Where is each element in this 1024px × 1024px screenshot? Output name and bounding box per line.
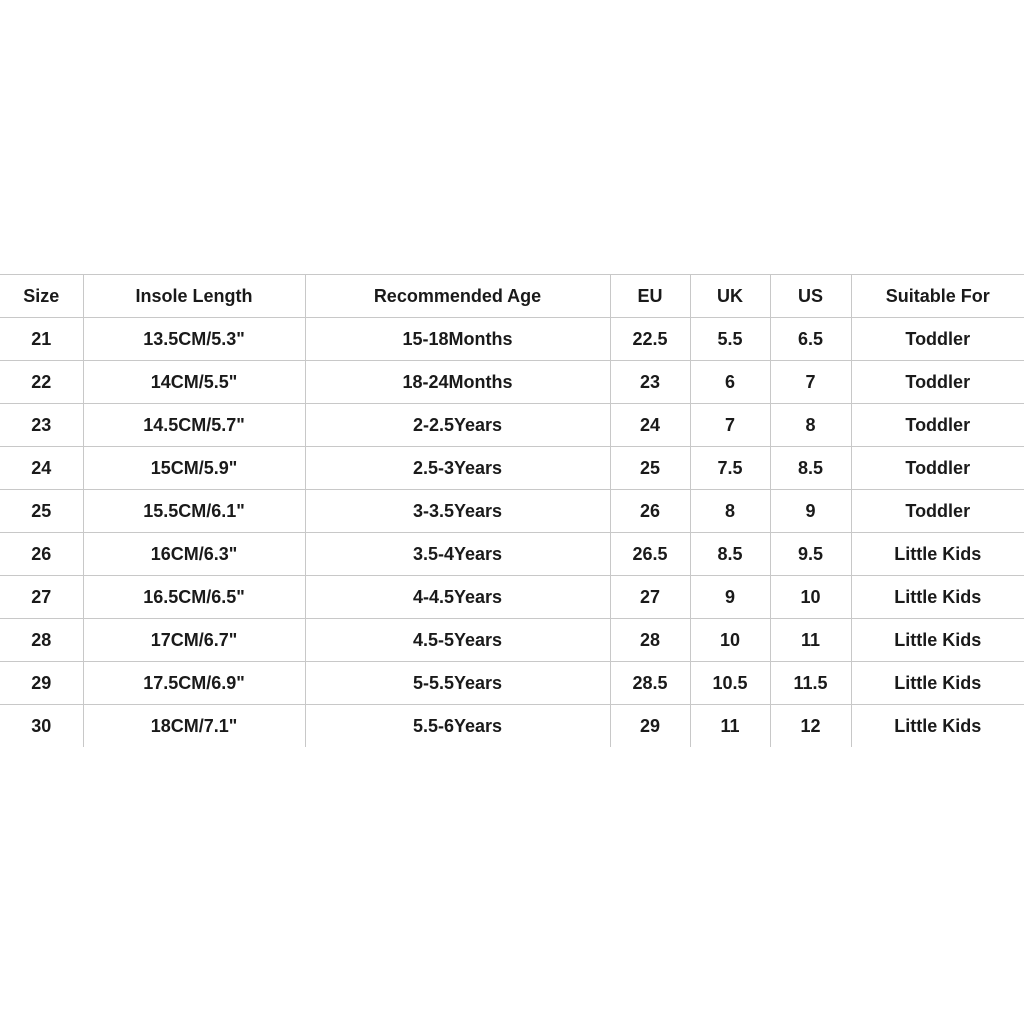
cell-uk: 7 (690, 404, 770, 447)
cell-us: 8.5 (770, 447, 851, 490)
cell-suitable-for: Little Kids (851, 619, 1024, 662)
cell-us: 7 (770, 361, 851, 404)
header-eu: EU (610, 275, 690, 318)
cell-insole-length: 17.5CM/6.9" (83, 662, 305, 705)
cell-eu: 28 (610, 619, 690, 662)
cell-recommended-age: 4-4.5Years (305, 576, 610, 619)
size-chart-table (0, 274, 1024, 747)
cell-eu: 24 (610, 404, 690, 447)
cell-eu: 27 (610, 576, 690, 619)
cell-uk: 10 (690, 619, 770, 662)
table-row (0, 662, 1024, 705)
cell-eu: 26.5 (610, 533, 690, 576)
header-insole-length: Insole Length (83, 275, 305, 318)
cell-size: 25 (0, 490, 83, 533)
table-row (0, 447, 1024, 490)
cell-suitable-for: Toddler (851, 361, 1024, 404)
cell-size: 28 (0, 619, 83, 662)
cell-suitable-for: Toddler (851, 404, 1024, 447)
cell-suitable-for: Little Kids (894, 715, 982, 736)
cell-insole-length: 13.5CM/5.3" (83, 318, 305, 361)
cell-eu: 28.5 (610, 662, 690, 705)
cell-insole-length: 14.5CM/5.7" (83, 404, 305, 447)
cell-recommended-age: 3-3.5Years (305, 490, 610, 533)
cell-recommended-age: 2.5-3Years (305, 447, 610, 490)
cell-suitable-for: Little Kids (851, 533, 1024, 576)
cell-us: 8 (770, 404, 851, 447)
cell-uk: 7.5 (690, 447, 770, 490)
cell-insole-length: 15CM/5.9" (83, 447, 305, 490)
header-size: Size (0, 275, 83, 318)
cell-recommended-age: 5.5-6Years (305, 705, 610, 748)
cell-eu: 23 (610, 361, 690, 404)
cell-size: 24 (0, 447, 83, 490)
cell-recommended-age: 15-18Months (305, 318, 610, 361)
cell-recommended-age: 4.5-5Years (305, 619, 610, 662)
cell-us: 10 (770, 576, 851, 619)
cell-eu: 29 (610, 705, 690, 748)
header-row (0, 275, 1024, 318)
header-suitable-for: Suitable For (851, 275, 1024, 318)
table-row (0, 533, 1024, 576)
cell-eu: 26 (610, 490, 690, 533)
header-uk: UK (690, 275, 770, 318)
cell-us: 9 (770, 490, 851, 533)
cell-uk: 5.5 (690, 318, 770, 361)
size-chart-body (0, 318, 1024, 748)
table-row (0, 576, 1024, 619)
cell-suitable-for: Toddler (851, 447, 1024, 490)
cell-size: 23 (0, 404, 83, 447)
cell-recommended-age: 2-2.5Years (305, 404, 610, 447)
table-row (0, 705, 1024, 748)
cell-insole-length: 15.5CM/6.1" (83, 490, 305, 533)
cell-uk: 8.5 (690, 533, 770, 576)
cell-size: 21 (0, 318, 83, 361)
cell-us: 11.5 (770, 662, 851, 705)
cell-size: 22 (0, 361, 83, 404)
cell-suitable-for: Toddler (851, 490, 1024, 533)
cell-eu: 22.5 (610, 318, 690, 361)
header-recommended-age: Recommended Age (305, 275, 610, 318)
cell-recommended-age: 3.5-4Years (305, 533, 610, 576)
table-row (0, 490, 1024, 533)
cell-suitable-for: Toddler (851, 318, 1024, 361)
cell-recommended-age: 5-5.5Years (305, 662, 610, 705)
header-us: US (770, 275, 851, 318)
cell-insole-length: 14CM/5.5" (83, 361, 305, 404)
cell-eu: 25 (610, 447, 690, 490)
cell-uk: 9 (690, 576, 770, 619)
cell-insole-length: 17CM/6.7" (83, 619, 305, 662)
cell-suitable-for: Little Kids (851, 576, 1024, 619)
cell-size: 27 (0, 576, 83, 619)
cell-uk: 8 (690, 490, 770, 533)
cell-insole-length: 16CM/6.3" (83, 533, 305, 576)
table-row (0, 361, 1024, 404)
cell-size: 29 (0, 662, 83, 705)
size-chart-header (0, 275, 1024, 318)
cell-uk: 6 (690, 361, 770, 404)
table-row (0, 404, 1024, 447)
cell-uk: 10.5 (690, 662, 770, 705)
cell-insole-length: 18CM/7.1" (83, 705, 305, 748)
table-row (0, 318, 1024, 361)
cell-size: 26 (0, 533, 83, 576)
table-row (0, 619, 1024, 662)
cell-size: 30 (0, 705, 83, 748)
cell-us: 9.5 (770, 533, 851, 576)
cell-uk: 11 (690, 705, 770, 748)
cell-us: 6.5 (770, 318, 851, 361)
cell-suitable-for: Little Kids (851, 662, 1024, 705)
cell-insole-length: 16.5CM/6.5" (83, 576, 305, 619)
cell-us: 12 (770, 705, 851, 748)
cell-us: 11 (770, 619, 851, 662)
cell-recommended-age: 18-24Months (305, 361, 610, 404)
